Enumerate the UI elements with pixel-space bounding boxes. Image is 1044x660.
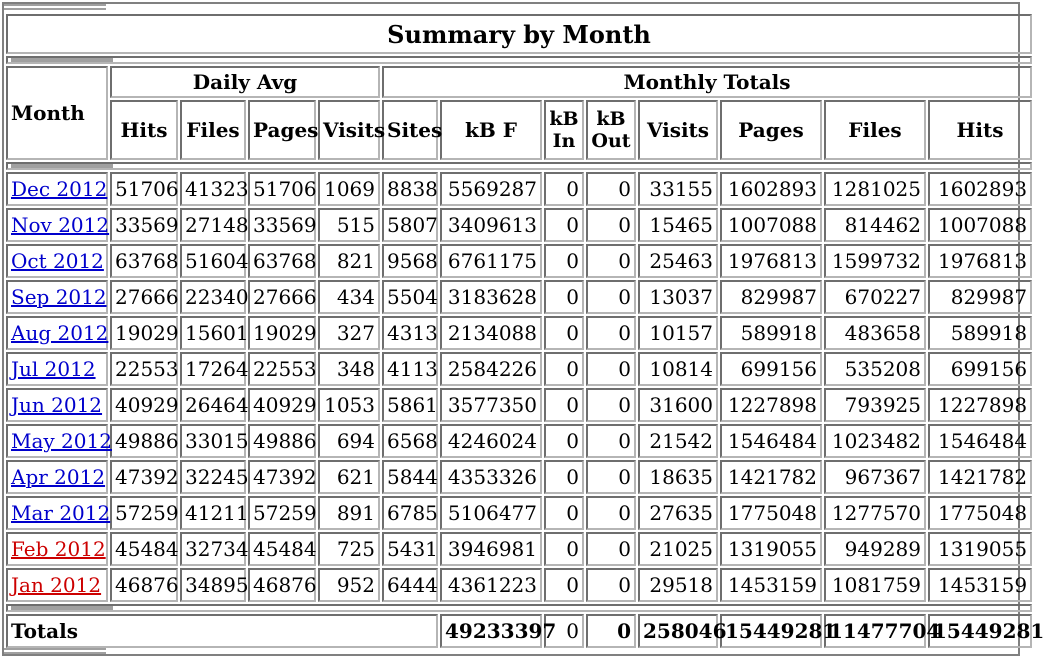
kbin-cell: 0 xyxy=(544,532,584,566)
visits-cell: 1069 xyxy=(318,172,380,206)
month-rows xyxy=(6,172,1032,602)
m-visits-cell: 27635 xyxy=(638,496,718,530)
m-files-cell: 1599732 xyxy=(824,244,926,278)
sites-cell: 6444 xyxy=(382,568,438,602)
m-files-cell: 535208 xyxy=(824,352,926,386)
separator xyxy=(6,56,1032,64)
month-cell xyxy=(6,244,108,278)
m-pages-cell: 1319055 xyxy=(720,532,822,566)
m-files-cell: 814462 xyxy=(824,208,926,242)
kbout-cell: 0 xyxy=(586,388,636,422)
month-cell xyxy=(6,424,112,458)
kbout-header xyxy=(586,100,636,160)
hits-cell: 49886 xyxy=(110,424,178,458)
files-cell: 41323 xyxy=(180,172,246,206)
top-divider xyxy=(4,4,106,10)
totals-hits: 15449281 xyxy=(928,614,1032,648)
m-files-cell: 670227 xyxy=(824,280,926,314)
files-cell: 41211 xyxy=(180,496,246,530)
daily-avg-header: Daily Avg xyxy=(110,66,380,98)
sites-cell: 5861 xyxy=(382,388,438,422)
kbf-cell: 2584226 xyxy=(440,352,542,386)
separator xyxy=(6,604,1032,612)
visits-cell: 434 xyxy=(318,280,380,314)
hits-cell: 46876 xyxy=(110,568,178,602)
m-hits-cell: 1421782 xyxy=(928,460,1032,494)
m-visits-cell: 25463 xyxy=(638,244,718,278)
files-cell: 32734 xyxy=(180,532,246,566)
month-cell xyxy=(6,568,108,602)
table-row xyxy=(6,460,1032,494)
kbin-cell: 0 xyxy=(544,208,584,242)
table-row xyxy=(6,352,1032,386)
m-files-cell: 483658 xyxy=(824,316,926,350)
visits-cell: 891 xyxy=(318,496,380,530)
m-visits-cell: 33155 xyxy=(638,172,718,206)
hits-cell: 51706 xyxy=(110,172,178,206)
kbin-cell: 0 xyxy=(544,280,584,314)
kbf-cell: 5569287 xyxy=(440,172,542,206)
visits-cell: 821 xyxy=(318,244,380,278)
m-hits-cell: 1546484 xyxy=(928,424,1032,458)
kbin-cell: 0 xyxy=(544,568,584,602)
monthly-hits-header: Hits xyxy=(928,100,1032,160)
files-header: Files xyxy=(180,100,246,160)
m-hits-cell: 1227898 xyxy=(928,388,1032,422)
table-row xyxy=(6,316,1032,350)
kbout-cell: 0 xyxy=(586,424,636,458)
kbout-cell: 0 xyxy=(586,496,636,530)
month-cell xyxy=(6,496,111,530)
table-row xyxy=(6,244,1032,278)
pages-cell: 63768 xyxy=(248,244,316,278)
month-cell xyxy=(6,352,108,386)
m-files-cell: 1277570 xyxy=(824,496,926,530)
totals-kbout: 0 xyxy=(586,614,636,648)
kbout-cell: 0 xyxy=(586,352,636,386)
kbout-header-line1: kB xyxy=(596,108,626,130)
sites-cell: 4313 xyxy=(382,316,438,350)
pages-cell: 27666 xyxy=(248,280,316,314)
month-link[interactable]: Jun 2012 xyxy=(11,393,103,417)
month-link[interactable]: Oct 2012 xyxy=(11,249,104,273)
kbf-cell: 6761175 xyxy=(440,244,542,278)
hits-cell: 40929 xyxy=(110,388,178,422)
summary-table xyxy=(4,12,1044,650)
files-cell: 26464 xyxy=(180,388,246,422)
kbin-header-line1: kB xyxy=(549,108,579,130)
files-cell: 51604 xyxy=(180,244,246,278)
kbin-header-line2: In xyxy=(552,130,576,152)
visits-cell: 348 xyxy=(318,352,380,386)
visits-cell: 327 xyxy=(318,316,380,350)
kbf-cell: 4353326 xyxy=(440,460,542,494)
kbout-cell: 0 xyxy=(586,208,636,242)
m-pages-cell: 829987 xyxy=(720,280,822,314)
kbout-cell: 0 xyxy=(586,316,636,350)
files-cell: 33015 xyxy=(180,424,246,458)
monthly-pages-header: Pages xyxy=(720,100,822,160)
m-hits-cell: 699156 xyxy=(928,352,1032,386)
m-files-cell: 949289 xyxy=(824,532,926,566)
totals-pages: 15449281 xyxy=(720,614,822,648)
pages-cell: 47392 xyxy=(248,460,316,494)
m-files-cell: 1081759 xyxy=(824,568,926,602)
files-cell: 17264 xyxy=(180,352,246,386)
kbin-header xyxy=(544,100,584,160)
m-files-cell: 1281025 xyxy=(824,172,926,206)
sites-cell: 5807 xyxy=(382,208,438,242)
m-pages-cell: 1421782 xyxy=(720,460,822,494)
totals-label: Totals xyxy=(6,614,438,648)
month-link[interactable]: Sep 2012 xyxy=(11,285,107,309)
m-pages-cell: 1775048 xyxy=(720,496,822,530)
sites-cell: 5504 xyxy=(382,280,438,314)
month-link[interactable]: Dec 2012 xyxy=(11,177,108,201)
m-visits-cell: 21025 xyxy=(638,532,718,566)
visits-cell: 621 xyxy=(318,460,380,494)
sites-cell: 5844 xyxy=(382,460,438,494)
separator xyxy=(6,162,1032,170)
table-row xyxy=(6,532,1032,566)
kbin-cell: 0 xyxy=(544,460,584,494)
m-pages-cell: 699156 xyxy=(720,352,822,386)
kbin-cell: 0 xyxy=(544,496,584,530)
m-visits-cell: 10814 xyxy=(638,352,718,386)
monthly-files-header: Files xyxy=(824,100,926,160)
files-cell: 27148 xyxy=(180,208,246,242)
month-header: Month xyxy=(6,66,108,160)
m-pages-cell: 589918 xyxy=(720,316,822,350)
hits-cell: 63768 xyxy=(110,244,178,278)
pages-cell: 45484 xyxy=(248,532,316,566)
kbf-cell: 3409613 xyxy=(440,208,542,242)
m-hits-cell: 829987 xyxy=(928,280,1032,314)
m-visits-cell: 21542 xyxy=(638,424,718,458)
kbout-cell: 0 xyxy=(586,568,636,602)
sites-header: Sites xyxy=(382,100,438,160)
m-hits-cell: 589918 xyxy=(928,316,1032,350)
month-cell xyxy=(6,172,108,206)
m-visits-cell: 13037 xyxy=(638,280,718,314)
sites-cell: 8838 xyxy=(382,172,438,206)
month-cell xyxy=(6,316,108,350)
kbf-cell: 3183628 xyxy=(440,280,542,314)
monthly-totals-header: Monthly Totals xyxy=(382,66,1032,98)
sites-cell: 6785 xyxy=(382,496,438,530)
visits-header: Visits xyxy=(318,100,380,160)
m-hits-cell: 1602893 xyxy=(928,172,1032,206)
kbin-cell: 0 xyxy=(544,244,584,278)
visits-cell: 1053 xyxy=(318,388,380,422)
pages-cell: 33569 xyxy=(248,208,316,242)
kbout-cell: 0 xyxy=(586,280,636,314)
table-row xyxy=(6,280,1032,314)
m-hits-cell: 1453159 xyxy=(928,568,1032,602)
m-visits-cell: 31600 xyxy=(638,388,718,422)
m-pages-cell: 1976813 xyxy=(720,244,822,278)
table-row xyxy=(6,172,1032,206)
m-pages-cell: 1227898 xyxy=(720,388,822,422)
kbin-cell: 0 xyxy=(544,352,584,386)
files-cell: 22340 xyxy=(180,280,246,314)
kbf-cell: 4246024 xyxy=(440,424,542,458)
hits-cell: 45484 xyxy=(110,532,178,566)
pages-cell: 51706 xyxy=(248,172,316,206)
hits-cell: 27666 xyxy=(110,280,178,314)
m-pages-cell: 1007088 xyxy=(720,208,822,242)
hits-cell: 47392 xyxy=(110,460,178,494)
pages-cell: 22553 xyxy=(248,352,316,386)
visits-cell: 694 xyxy=(318,424,380,458)
files-cell: 15601 xyxy=(180,316,246,350)
month-cell xyxy=(6,208,108,242)
pages-cell: 46876 xyxy=(248,568,316,602)
month-link[interactable]: Jan 2012 xyxy=(11,573,102,597)
table-row xyxy=(6,424,1032,458)
m-files-cell: 1023482 xyxy=(824,424,926,458)
totals-kbin: 0 xyxy=(544,614,584,648)
sites-cell: 6568 xyxy=(382,424,438,458)
m-pages-cell: 1546484 xyxy=(720,424,822,458)
kbf-cell: 5106477 xyxy=(440,496,542,530)
m-files-cell: 793925 xyxy=(824,388,926,422)
month-link[interactable]: Jul 2012 xyxy=(11,357,96,381)
files-cell: 32245 xyxy=(180,460,246,494)
hits-cell: 57259 xyxy=(110,496,178,530)
m-hits-cell: 1319055 xyxy=(928,532,1032,566)
m-hits-cell: 1976813 xyxy=(928,244,1032,278)
table-row xyxy=(6,568,1032,602)
kbout-cell: 0 xyxy=(586,244,636,278)
m-files-cell: 967367 xyxy=(824,460,926,494)
visits-cell: 515 xyxy=(318,208,380,242)
month-link[interactable]: May 2012 xyxy=(11,429,112,453)
pages-header: Pages xyxy=(248,100,316,160)
visits-cell: 952 xyxy=(318,568,380,602)
pages-cell: 57259 xyxy=(248,496,316,530)
totals-visits: 258046 xyxy=(638,614,718,648)
hits-header: Hits xyxy=(110,100,178,160)
kbin-cell: 0 xyxy=(544,316,584,350)
month-link[interactable]: Apr 2012 xyxy=(11,465,106,489)
table-row xyxy=(6,388,1032,422)
kbf-cell: 4361223 xyxy=(440,568,542,602)
totals-files: 11477704 xyxy=(824,614,926,648)
month-cell xyxy=(6,388,108,422)
hits-cell: 33569 xyxy=(110,208,178,242)
files-cell: 34895 xyxy=(180,568,246,602)
kbf-cell: 3946981 xyxy=(440,532,542,566)
m-pages-cell: 1602893 xyxy=(720,172,822,206)
pages-cell: 19029 xyxy=(248,316,316,350)
kbf-header: kB F xyxy=(440,100,542,160)
m-hits-cell: 1007088 xyxy=(928,208,1032,242)
month-cell xyxy=(6,532,108,566)
pages-cell: 40929 xyxy=(248,388,316,422)
totals-kbf: 49233397 xyxy=(440,614,542,648)
m-visits-cell: 18635 xyxy=(638,460,718,494)
pages-cell: 49886 xyxy=(248,424,316,458)
hits-cell: 22553 xyxy=(110,352,178,386)
table-title: Summary by Month xyxy=(6,14,1032,54)
kbf-cell: 3577350 xyxy=(440,388,542,422)
m-hits-cell: 1775048 xyxy=(928,496,1032,530)
visits-cell: 725 xyxy=(318,532,380,566)
month-link[interactable]: Nov 2012 xyxy=(11,213,110,237)
kbin-cell: 0 xyxy=(544,172,584,206)
m-visits-cell: 29518 xyxy=(638,568,718,602)
sites-cell: 9568 xyxy=(382,244,438,278)
kbin-cell: 0 xyxy=(544,388,584,422)
sites-cell: 5431 xyxy=(382,532,438,566)
m-visits-cell: 10157 xyxy=(638,316,718,350)
kbout-cell: 0 xyxy=(586,460,636,494)
hits-cell: 19029 xyxy=(110,316,178,350)
kbout-cell: 0 xyxy=(586,532,636,566)
kbin-cell: 0 xyxy=(544,424,584,458)
kbout-header-line2: Out xyxy=(591,130,631,152)
month-link[interactable]: Aug 2012 xyxy=(11,321,109,345)
kbf-cell: 2134088 xyxy=(440,316,542,350)
sites-cell: 4113 xyxy=(382,352,438,386)
table-row xyxy=(6,208,1032,242)
kbout-cell: 0 xyxy=(586,172,636,206)
month-link[interactable]: Feb 2012 xyxy=(11,537,106,561)
month-cell xyxy=(6,460,108,494)
table-row xyxy=(6,496,1032,530)
month-link[interactable]: Mar 2012 xyxy=(11,501,111,525)
m-visits-cell: 15465 xyxy=(638,208,718,242)
monthly-visits-header: Visits xyxy=(638,100,718,160)
month-cell xyxy=(6,280,108,314)
m-pages-cell: 1453159 xyxy=(720,568,822,602)
